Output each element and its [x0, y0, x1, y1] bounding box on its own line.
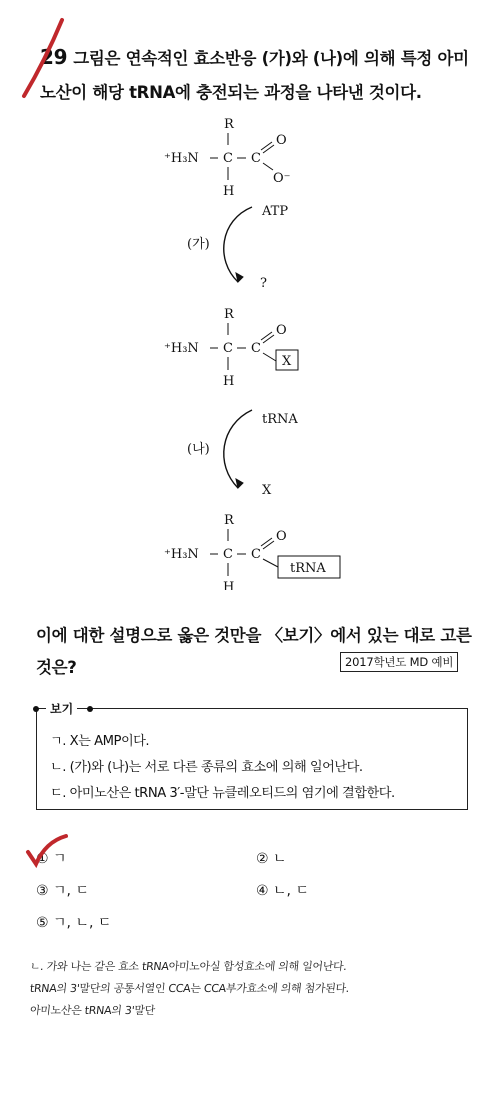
- checkmark-icon: [22, 832, 70, 872]
- mol1-r: R: [224, 117, 234, 132]
- answer-1[interactable]: ① ㄱ: [36, 851, 67, 867]
- strike-mark: [18, 14, 68, 104]
- handwritten-note-3: 아미노산은 tRNA의 3'말단: [29, 1004, 156, 1017]
- mol1-c-alpha: C: [223, 151, 233, 166]
- mol3-c-alpha: C: [223, 547, 233, 562]
- mol1-o-minus: O⁻: [273, 171, 291, 186]
- handwritten-note-1: ㄴ. 가와 나는 같은 효소 tRNA아미노아실 합성효소에 의해 일어난다.: [29, 960, 348, 973]
- mol1-c-carboxyl: C: [251, 151, 261, 166]
- mol3-h: H: [223, 580, 235, 590]
- mol2-x-box: X: [282, 354, 292, 369]
- bogi-item-3: ㄷ. 아미노산은 tRNA 3′-말단 뉴클레오티드의 염기에 결합한다.: [50, 786, 395, 801]
- answer-2[interactable]: ② ㄴ: [256, 851, 287, 867]
- answer-4[interactable]: ④ ㄴ, ㄷ: [256, 883, 309, 899]
- mol3-r: R: [224, 513, 234, 528]
- mol2-r: R: [224, 307, 234, 322]
- answer-3[interactable]: ③ ㄱ, ㄷ: [36, 883, 89, 899]
- answer-5[interactable]: ⑤ ㄱ, ㄴ, ㄷ: [36, 915, 112, 931]
- reaction-diagram: [160, 110, 360, 590]
- question-stem: [40, 40, 470, 110]
- bogi-right-dot: [84, 703, 98, 715]
- bogi-item-2: ㄴ. (가)와 (나)는 서로 다른 종류의 효소에 의해 일어난다.: [50, 760, 363, 775]
- question-number: 29: [40, 45, 68, 69]
- mol2-c-alpha: C: [223, 341, 233, 356]
- mol3-o: O: [276, 529, 287, 544]
- mol1-h3n: ⁺H₃N: [164, 151, 199, 166]
- bogi-title: 보기: [46, 700, 77, 717]
- question-line-2: 노산이 해당 tRNA에 충전되는 과정을 나타낸 것이다.: [40, 83, 422, 102]
- question-mark-label: ?: [260, 276, 267, 291]
- question-line-1: 29 그림은 연속적인 효소반응 (가)와 (나)에 의해 특정 아미: [40, 45, 469, 69]
- atp-label: ATP: [262, 204, 289, 219]
- source-badge: 2017학년도 MD 예비: [340, 652, 458, 672]
- mol2-c-carboxyl: C: [251, 341, 261, 356]
- bogi-left-dot: [30, 703, 44, 715]
- x-out-label: X: [262, 483, 272, 498]
- mol3-h3n: ⁺H₃N: [164, 547, 199, 562]
- trna-in-label: tRNA: [262, 412, 298, 427]
- step-ga-label: (가): [187, 237, 210, 252]
- step-na-label: (나): [187, 442, 210, 457]
- mol1-o: O: [276, 133, 287, 148]
- mol3-trna-box: tRNA: [290, 561, 326, 576]
- mol2-h: H: [223, 374, 235, 389]
- handwritten-note-2: tRNA의 3'말단의 공통서열인 CCA는 CCA부가효소에 의해 첨가된다.: [29, 982, 350, 995]
- mol2-o: O: [276, 323, 287, 338]
- mol2-h3n: ⁺H₃N: [164, 341, 199, 356]
- mol3-c-carboxyl: C: [251, 547, 261, 562]
- question-prompt: 이에 대한 설명으로 옳은 것만을 〈보기〉에서 있는 대로 고른 것은?: [36, 626, 472, 677]
- bogi-item-1: ㄱ. X는 AMP이다.: [50, 734, 150, 749]
- mol1-h: H: [223, 184, 235, 199]
